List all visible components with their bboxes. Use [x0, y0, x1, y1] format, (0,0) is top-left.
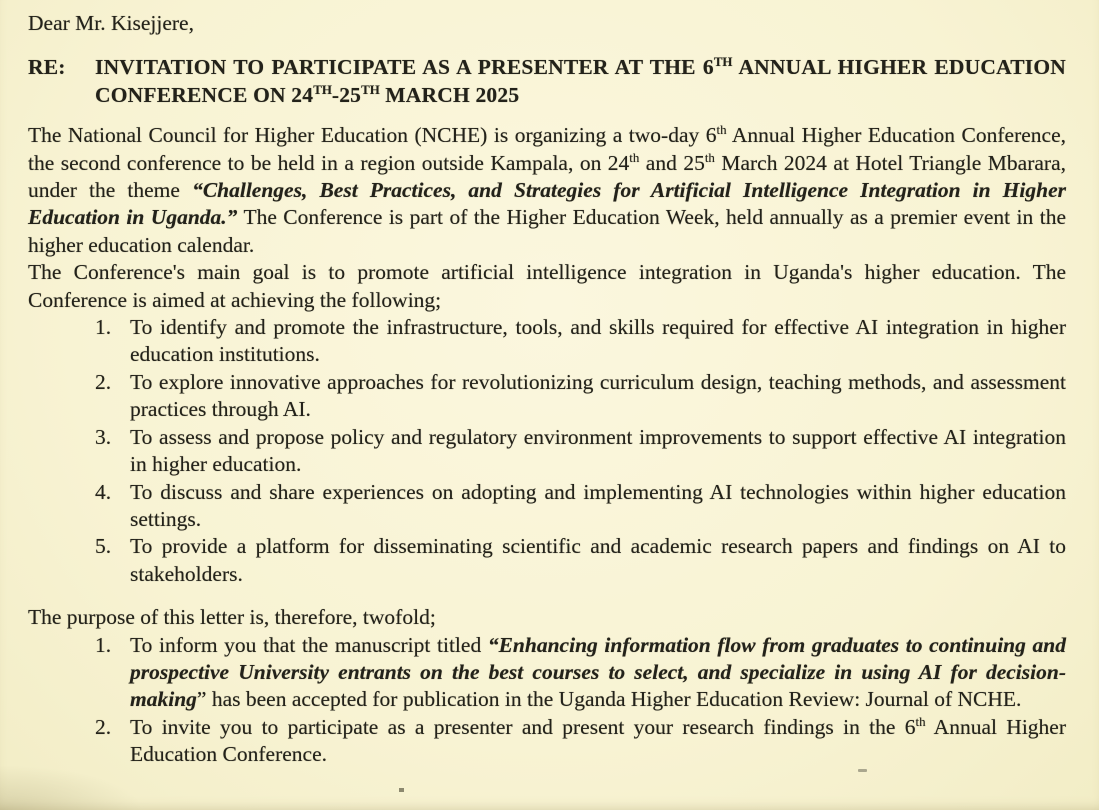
- list-item-text: To explore innovative approaches for revolutionizing curriculum design, teaching methods, and assessment practices through AI.: [130, 369, 1066, 422]
- scan-artifact: [399, 788, 404, 792]
- list-item-text: To assess and propose policy and regulatory environment improvements to support effective AI integration in higher education.: [130, 424, 1066, 477]
- list-item-number: 1.: [95, 632, 112, 657]
- list-item-text: To inform you that the manuscript titled “Enhancing information flow from graduates to continuing and prospective University entrants on the best courses to select, and specialize in using AI for decision-making” has been accepted for publication in the Uganda Higher Education Review: Journal of NCHE.: [130, 632, 1066, 712]
- paragraph-purpose: The purpose of this letter is, therefore, twofold;: [28, 605, 436, 630]
- list-item: [28, 632, 1066, 714]
- list-item-number: 5.: [95, 534, 112, 559]
- purposes-list: [28, 632, 1066, 769]
- list-item-number: 3.: [95, 424, 112, 449]
- list-item-text: To invite you to participate as a presenter and present your research findings in the 6th Annual Higher Education Conference.: [130, 714, 1067, 767]
- scan-artifact: [858, 769, 867, 772]
- subject-line: [28, 54, 1066, 109]
- list-item-number: 4.: [95, 479, 112, 504]
- list-item-number: 2.: [95, 369, 112, 394]
- list-item: [28, 714, 1066, 769]
- list-item: [28, 479, 1066, 534]
- subject-text: INVITATION TO PARTICIPATE AS A PRESENTER AT THE 6TH ANNUAL HIGHER EDUCATION CONFERENCE ON 24TH-25TH MARCH 2025: [95, 55, 1066, 107]
- list-item-text: To discuss and share experiences on adopting and implementing AI technologies within higher education settings.: [130, 479, 1066, 531]
- list-item: [28, 424, 1066, 479]
- paragraph-conference-intro: The National Council for Higher Education (NCHE) is organizing a two-day 6th Annual Higher Education Conference, the second conference to be held in a region outside Kampala, on 24th and 25th March 2024 at Hotel Triangle Mbarara, under the theme “Challenges, Best Practices, and Strategies for Artificial Intelligence Integration in Higher Education in Uganda.” The Conference is part of the Higher Education Week, held annually as a premier event in the higher education calendar.: [28, 123, 1066, 257]
- list-item-number: 2.: [95, 714, 112, 739]
- list-item: [28, 369, 1066, 424]
- list-item-number: 1.: [95, 315, 112, 340]
- list-item-text: To provide a platform for disseminating scientific and academic research papers and findings on AI to stakeholders.: [130, 534, 1066, 586]
- salutation: Dear Mr. Kisejjere,: [28, 11, 194, 35]
- paragraph-conference-goal: The Conference's main goal is to promote artificial intelligence integration in Uganda's higher education. The Conference is aimed at achieving the following;: [28, 260, 1066, 312]
- list-item: [28, 533, 1066, 588]
- objectives-list: [28, 314, 1066, 588]
- subject-label: RE:: [28, 55, 66, 80]
- list-item-text: To identify and promote the infrastructure, tools, and skills required for effective AI integration in higher education institutions.: [130, 315, 1066, 367]
- list-item: [28, 314, 1066, 369]
